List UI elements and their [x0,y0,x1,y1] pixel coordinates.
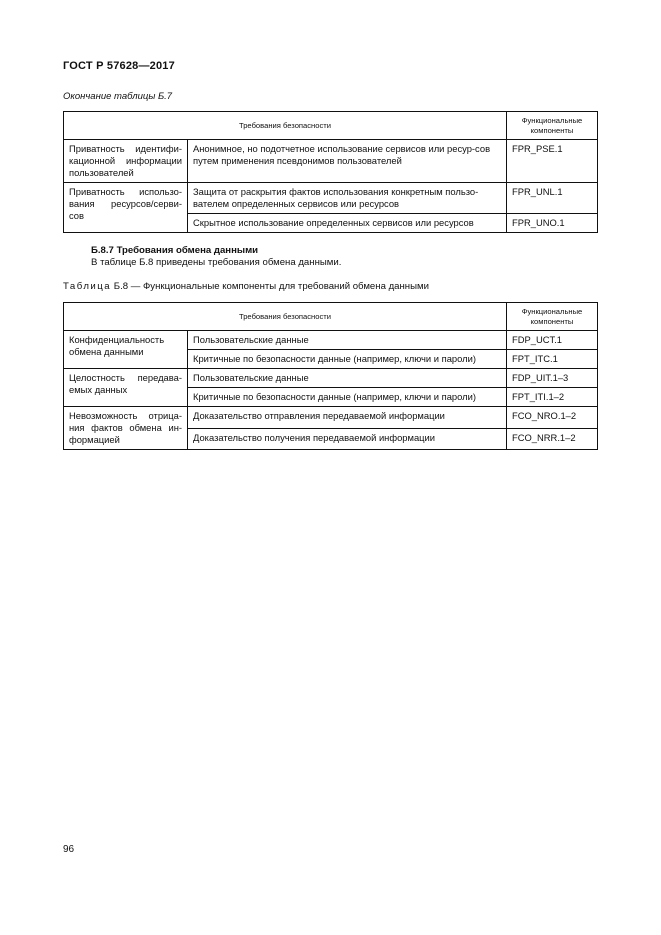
component-cell: FPR_PSE.1 [507,140,598,183]
document-header: ГОСТ Р 57628—2017 [63,60,175,72]
table-row [64,183,598,214]
component-cell: FPR_UNO.1 [507,214,598,233]
table-row [64,140,598,183]
section-title: Б.8.7 Требования обмена данными [91,245,259,256]
section-text: В таблице Б.8 приведены требования обмена данными. [91,257,342,268]
requirement-cell: Защита от раскрытия фактов использования конкретным пользо-вателем определенных сервисов или ресурсов [188,183,507,214]
category-cell: Целостность передава-емых данных [64,369,188,407]
component-cell: FCO_NRR.1–2 [507,428,598,450]
table-row [64,331,598,350]
category-cell: Приватность использо-вания ресурсов/серви-сов [64,183,188,233]
table-b8 [63,302,598,450]
requirement-cell: Доказательство отправления передаваемой информации [188,407,507,429]
component-cell: FDP_UIT.1–3 [507,369,598,388]
category-cell: Конфиденциальность обмена данными [64,331,188,369]
table-b7 [63,111,598,233]
requirement-cell: Скрытное использование определенных сервисов или ресурсов [188,214,507,233]
component-cell: FCO_NRO.1–2 [507,407,598,429]
column-header-requirements: Требования безопасности [64,303,507,331]
column-header-requirements: Требования безопасности [64,112,507,140]
requirement-cell: Критичные по безопасности данные (например, ключи и пароли) [188,350,507,369]
column-header-components: Функциональные компоненты [507,112,598,140]
table-continuation-caption: Окончание таблицы Б.7 [63,91,173,102]
requirement-cell: Анонимное, но подотчетное использование сервисов или ресур-сов путем применения псевдонимов пользователей [188,140,507,183]
requirement-cell: Пользовательские данные [188,331,507,350]
component-cell: FPR_UNL.1 [507,183,598,214]
component-cell: FDP_UCT.1 [507,331,598,350]
table-row [64,407,598,429]
requirement-cell: Пользовательские данные [188,369,507,388]
table-caption-text: Б.8 — Функциональные компоненты для требований обмена данными [111,281,429,292]
category-cell: Невозможность отрица-ния фактов обмена ин-формацией [64,407,188,450]
category-cell: Приватность идентифи-кационной информации пользователей [64,140,188,183]
page-number: 96 [63,844,75,855]
column-header-components: Функциональные компоненты [507,303,598,331]
requirement-cell: Доказательство получения передаваемой информации [188,428,507,450]
table-caption-label: Таблица [63,281,112,292]
table-caption [63,281,429,292]
table-row [64,369,598,388]
requirement-cell: Критичные по безопасности данные (например, ключи и пароли) [188,388,507,407]
component-cell: FPT_ITC.1 [507,350,598,369]
component-cell: FPT_ITI.1–2 [507,388,598,407]
